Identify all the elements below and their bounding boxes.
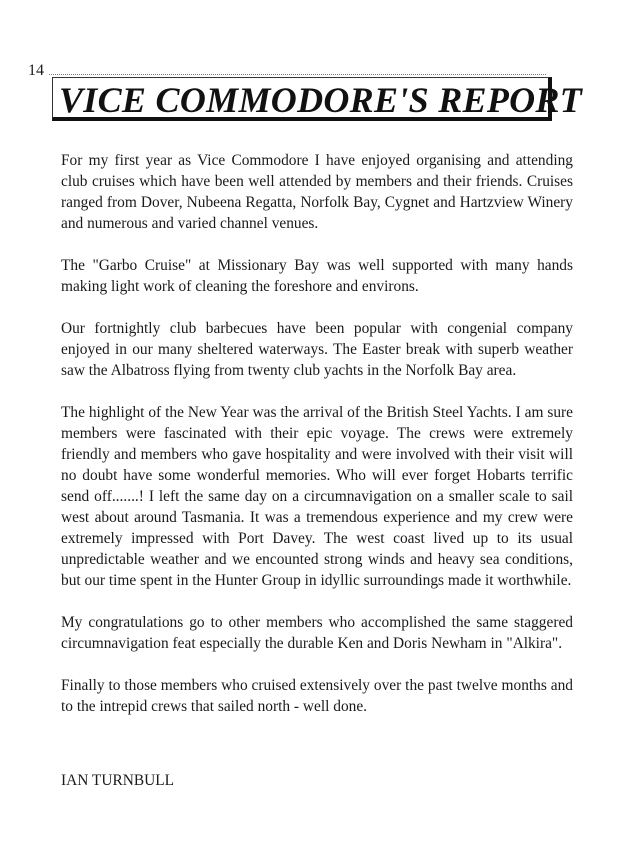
- signature: IAN TURNBULL: [61, 772, 175, 789]
- report-body: [61, 150, 573, 738]
- paragraph-closing: Finally to those members who cruised extensively over the past twelve months and to the intrepid crews that sailed north - well done.: [61, 677, 573, 715]
- paragraph-congratulations: My congratulations go to other members who accomplished the same staggered circumnavigation feat especially the durable Ken and Doris Newham in "Alkira".: [61, 614, 573, 652]
- page-title: VICE COMMODORE'S REPORT: [59, 80, 583, 120]
- paragraph-barbecues: Our fortnightly club barbecues have been popular with congenial company enjoyed in our many sheltered waterways. The Easter break with superb weather saw the Albatross flying from twenty club yachts in the Norfolk Bay area.: [61, 320, 573, 379]
- paragraph-cruises: For my first year as Vice Commodore I have enjoyed organising and attending club cruises which have been well attended by members and their friends. Cruises ranged from Dover, Nubeena Regatta, Norfolk Bay, Cygnet and Hartzview Winery and numerous and varied channel venues.: [61, 152, 573, 232]
- paragraph-highlight: The highlight of the New Year was the arrival of the British Steel Yachts. I am sure members were fascinated with their epic voyage. The crews were extremely friendly and members who gave hospitality and were involved with their visit will no doubt have some wonderful memories. Who will ever forget Hobarts terrific send off.......! I left the same day on a circumnavigation on a smaller scale to sail west about around Tasmania. It was a tremendous experience and my crew were extremely impressed with Port Davey. The west coast lived up to its usual unpredictable weather and we encounted strong winds and heavy sea conditions, but our time spent in the Hunter Group in idyllic surroundings made it worthwhile.: [61, 404, 573, 589]
- title-box: [52, 77, 583, 121]
- page-number: 14: [28, 62, 44, 79]
- paragraph-garbo-cruise: The "Garbo Cruise" at Missionary Bay was well supported with many hands making light work of cleaning the foreshore and environs.: [61, 257, 573, 295]
